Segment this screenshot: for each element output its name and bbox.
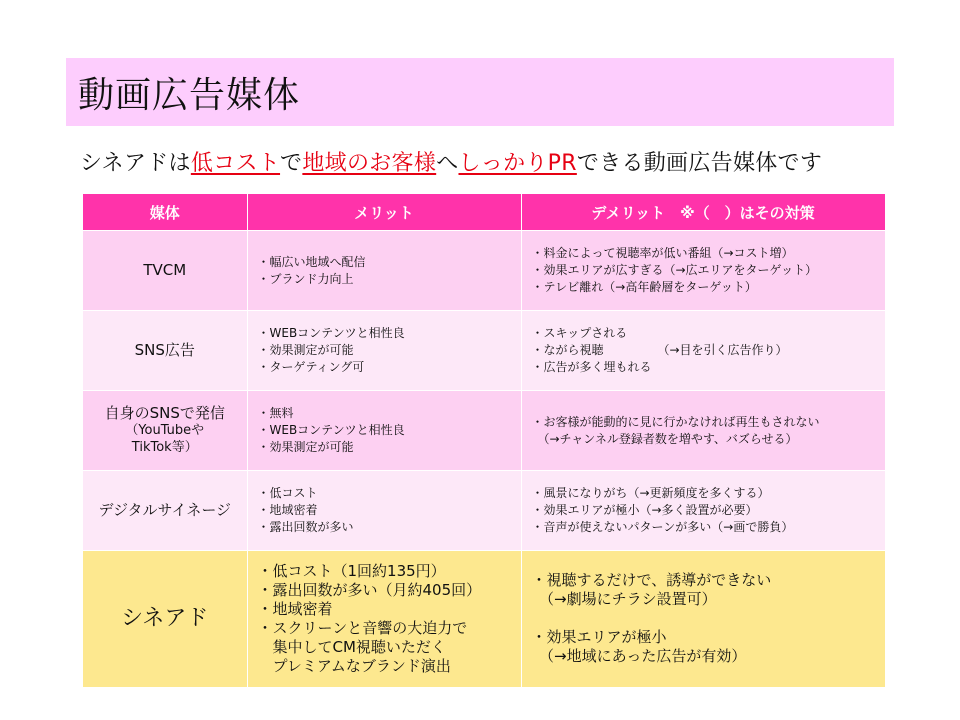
demerit-item: ・視聴するだけで、誘導ができない xyxy=(531,571,772,590)
media-name-note: TikTok等） xyxy=(131,440,198,455)
merit-item: ・WEBコンテンツと相性良 xyxy=(257,423,405,437)
media-comparison-table xyxy=(83,194,886,687)
demerit-item: ・音声が使えないパターンが多い（→画で勝負） xyxy=(531,520,794,534)
merits-cell xyxy=(247,471,521,551)
title-bar xyxy=(66,58,894,126)
subtitle-text: できる動画広告媒体です xyxy=(576,151,823,176)
table-row-cinead xyxy=(83,551,885,687)
demerit-spacer xyxy=(532,609,884,628)
merit-item: ・ターゲティング可 xyxy=(257,360,365,374)
demerit-item: ・広告が多く埋もれる xyxy=(531,360,652,374)
media-name-cell xyxy=(83,551,247,687)
demerits-cell xyxy=(521,391,885,471)
demerit-item: （→劇場にチラシ設置可） xyxy=(531,590,717,609)
merit-item: 集中してCM視聴いただく xyxy=(257,637,446,656)
demerits-cell xyxy=(521,311,885,391)
header-merits: メリット xyxy=(247,194,521,231)
merit-item: ・スクリーンと音響の大迫力で xyxy=(257,618,468,637)
merits-cell xyxy=(247,551,521,687)
demerits-cell xyxy=(521,231,885,311)
table-row-sns-ads xyxy=(83,311,885,391)
merit-item: ・WEBコンテンツと相性良 xyxy=(257,326,405,340)
demerits-cell xyxy=(521,551,885,687)
media-name-cell xyxy=(83,311,247,391)
demerit-item: ・テレビ離れ（→高年齢層をターゲット） xyxy=(531,280,757,294)
demerit-item: ・料金によって視聴率が低い番組（→コスト増） xyxy=(531,246,794,260)
media-name: TVCM xyxy=(143,261,187,279)
media-name: シネアド xyxy=(121,606,209,632)
merit-item: ・効果測定が可能 xyxy=(257,440,354,454)
merit-item: ・ブランド力向上 xyxy=(257,271,354,286)
demerit-item: （→地域にあった広告が有効） xyxy=(531,647,747,666)
merits-cell xyxy=(247,391,521,471)
demerit-item: ・お客様が能動的に見に行かなければ再生もされない xyxy=(531,414,820,429)
media-name-cell xyxy=(83,471,247,551)
subtitle-text: で xyxy=(280,151,303,176)
merit-item: プレミアムなブランド演出 xyxy=(257,656,451,675)
demerit-item: （→チャンネル登録者数を増やす、バズらせる） xyxy=(531,431,798,446)
media-name: SNS広告 xyxy=(134,341,195,359)
demerit-item: ・スキップされる xyxy=(531,326,628,340)
subtitle-highlight-pr: しっかりPR xyxy=(458,151,577,176)
subtitle-text: シネアドは xyxy=(80,151,191,176)
media-name: 自身のSNSで発信 xyxy=(104,404,225,422)
merit-item: ・地域密着 xyxy=(257,503,318,517)
merit-item: ・低コスト xyxy=(257,486,318,500)
demerit-item: ・風景になりがち（→更新頻度を多くする） xyxy=(531,486,770,500)
media-name-note: （YouTubeや xyxy=(125,423,205,438)
merit-item: ・無料 xyxy=(257,406,294,420)
merit-item: ・露出回数が多い xyxy=(257,520,354,534)
table-row-tvcm xyxy=(83,231,885,311)
table-header-row xyxy=(83,194,885,231)
header-demerits: デメリット ※（ ）はその対策 xyxy=(521,194,885,231)
demerit-item: ・効果エリアが極小 xyxy=(531,628,667,647)
slide-title: 動画広告媒体 xyxy=(78,74,301,116)
merit-item: ・効果測定が可能 xyxy=(257,343,354,357)
merits-cell xyxy=(247,231,521,311)
demerits-cell xyxy=(521,471,885,551)
table-row-digital-signage xyxy=(83,471,885,551)
media-name: デジタルサイネージ xyxy=(98,501,232,519)
merits-cell xyxy=(247,311,521,391)
slide-subtitle xyxy=(80,146,900,177)
merit-item: ・地域密着 xyxy=(257,599,333,618)
subtitle-text: へ xyxy=(436,151,459,176)
table-row-own-sns xyxy=(83,391,885,471)
header-media: 媒体 xyxy=(83,194,247,231)
demerit-item: ・効果エリアが極小（→多く設置が必要） xyxy=(531,503,758,517)
subtitle-highlight-local-customers: 地域のお客様 xyxy=(302,151,437,176)
media-name-cell xyxy=(83,231,247,311)
merit-item: ・低コスト（1回約135円） xyxy=(257,561,446,580)
demerit-item: ・効果エリアが広すぎる（→広エリアをターゲット） xyxy=(531,263,818,277)
merit-item: ・露出回数が多い（月約405回） xyxy=(257,580,482,599)
merit-item: ・幅広い地域へ配信 xyxy=(257,254,366,269)
subtitle-highlight-low-cost: 低コスト xyxy=(190,151,281,176)
media-name-cell xyxy=(83,391,247,471)
demerit-item: ・ながら視聴 （→目を引く広告作り） xyxy=(531,343,788,357)
